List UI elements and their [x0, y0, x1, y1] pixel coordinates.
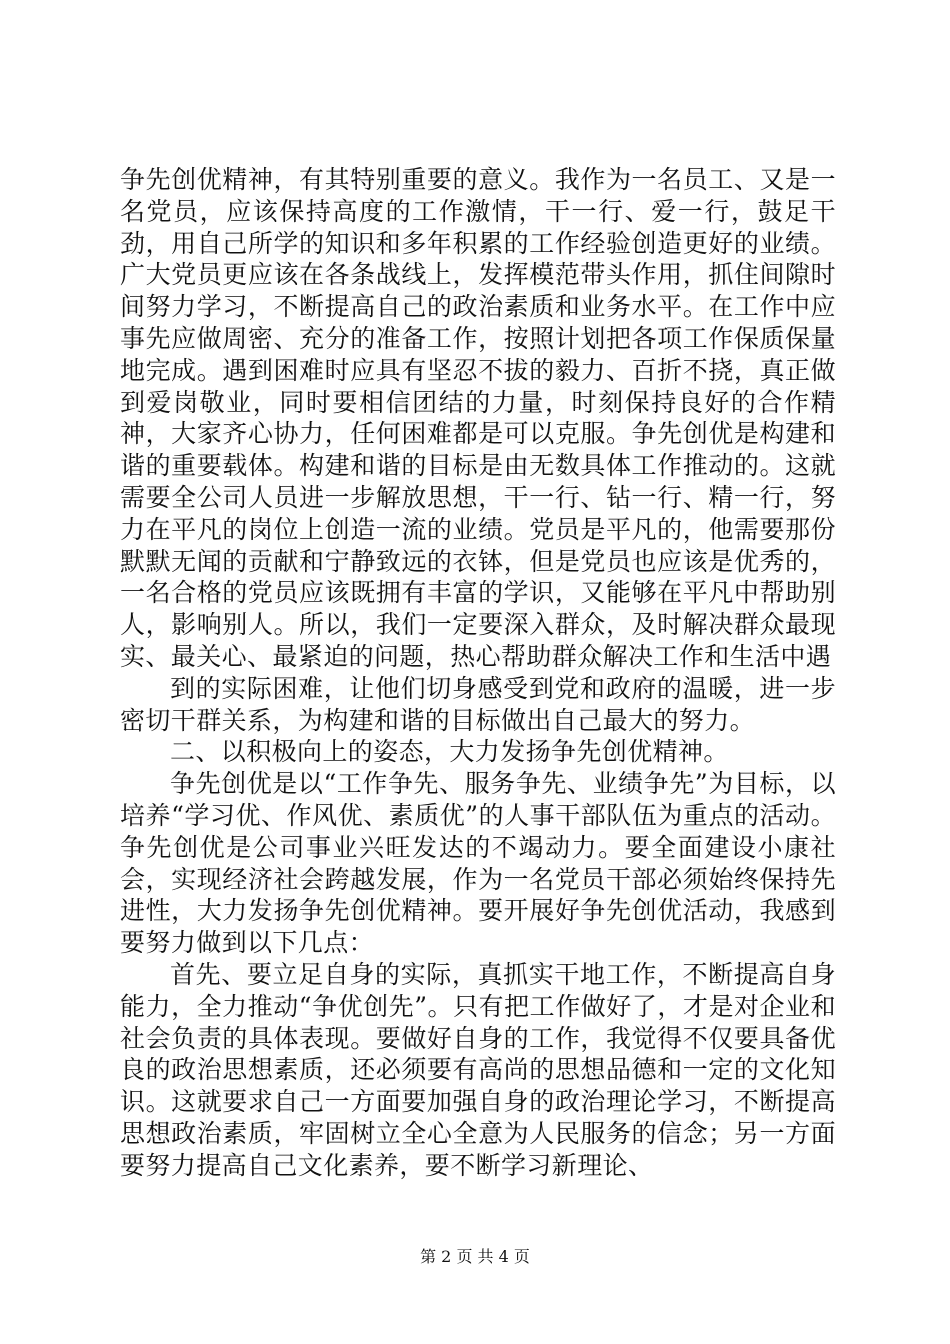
section-heading: 二、以积极向上的姿态，大力发扬争先创优精神。: [170, 737, 729, 767]
paragraph-continued: 争先创优精神，有其特别重要的意义。我作为一名员工、又是一名党员，应该保持高度的工作激情，干一行、爱一行，鼓足干劲，用自己所学的知识和多年积累的工作经验创造更好的业绩。广大党员更应该在各条战线上，发挥模范带头作用，抓住间隙时间努力学习，不断提高自己的政治素质和业务水平。在工作中应事先应做周密、充分的准备工作，按照计划把各项工作保质保量地完成。遇到困难时应具有坚忍不拔的毅力、百折不挠，真正做到爱岗敬业，同时要相信团结的力量，时刻保持良好的合作精神，大家齐心协力，任何困难都是可以克服。争先创优是构建和谐的重要载体。构建和谐的目标是由无数具体工作推动的。这就需要全公司人员进一步解放思想，干一行、钻一行、精一行，努力在平凡的岗位上创造一流的业绩。党员是平凡的，他需要那份默默无闻的贡献和宁静致远的衣钵，但是党员也应该是优秀的，一名合格的党员应该既拥有丰富的学识，又能够在平凡中帮助别人，影响别人。所以，我们一定要深入群众，及时解决群众最现实、最关心、最紧迫的问题，热心帮助群众解决工作和生活中遇: [120, 165, 836, 671]
paragraph: 首先、要立足自身的实际，真抓实干地工作，不断提高自身能力，全力推动“争优创先”。只有把工作做好了，才是对企业和社会负责的具体表现。要做好自身的工作，我觉得不仅要具备优良的政治思想素质，还必须要有高尚的思想品德和一定的文化知识。这就要求自己一方面要加强自身的政治理论学习，不断提高思想政治素质，牢固树立全心全意为人民服务的信念；另一方面要努力提高自己文化素养，要不断学习新理论、: [120, 959, 836, 1180]
document-body: [120, 164, 836, 1182]
page-footer: 第 2 页 共 4 页: [420, 1247, 530, 1266]
paragraph: 到的实际困难，让他们切身感受到党和政府的温暖，进一步密切干群关系，为构建和谐的目标做出自己最大的努力。: [120, 673, 836, 735]
paragraph: 争先创优是以“工作争先、服务争先、业绩争先”为目标，以培养“学习优、作风优、素质优”的人事干部队伍为重点的活动。争先创优是公司事业兴旺发达的不竭动力。要全面建设小康社会，实现经济社会跨越发展，作为一名党员干部必须始终保持先进性，大力发扬争先创优精神。要开展好争先创优活动，我感到要努力做到以下几点：: [120, 769, 836, 958]
